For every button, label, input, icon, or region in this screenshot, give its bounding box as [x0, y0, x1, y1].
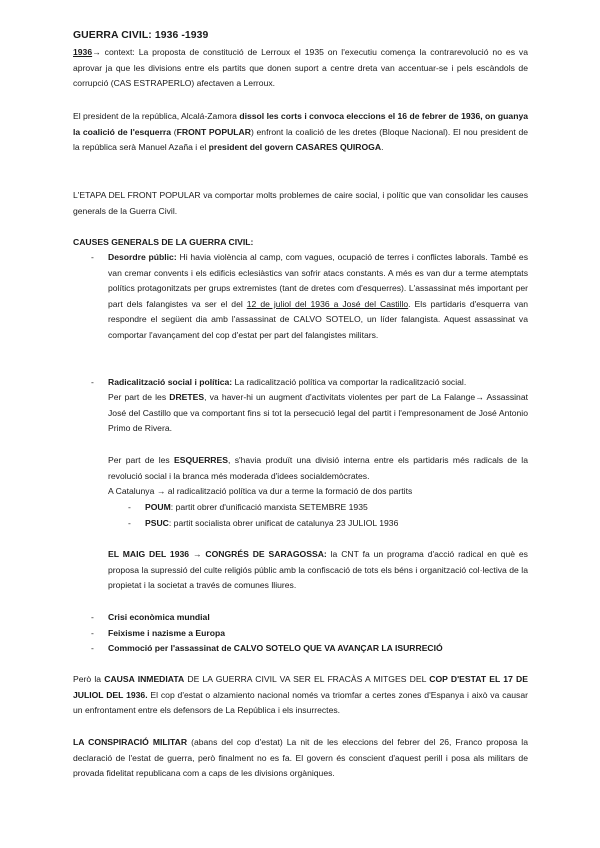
text-run: ( — [171, 126, 177, 137]
sub-list-bullet: - — [128, 518, 131, 528]
party-name: PSUC — [145, 518, 169, 528]
text-run: Hi havia violència al camp, com vagues, ocupació de terres i conflictes laborals. També es van cremar convents i els edificis eclesiàstics van sofrir atacs constants. A més es van dur a terme atemptats polítics protagonitzats per grups extremistes (tant de dretes com d'esquerres). L'assassinat més important per part dels falangistes va ser el del — [108, 252, 528, 309]
context-text: La proposta de constitució de Lerroux el 1935 on l'executiu comença la contrarevolució no es va aprovar ja que les divisions entre els partits que donen suport a centre dreta van accentuar-se i pels escàndols de corrupció (CAS ESTRAPERLO) afectaven a Lerroux. — [73, 47, 528, 89]
text-run: . — [381, 142, 384, 153]
sub-list-bullet: - — [128, 502, 131, 512]
cause-desordre-public — [108, 250, 528, 344]
bold-run: DRETES — [169, 392, 205, 402]
list-bullet: - — [91, 252, 94, 262]
dretes-paragraph — [108, 390, 528, 437]
party-name: POUM — [145, 502, 171, 512]
bold-run: COP D'ESTAT EL 17 DE JULIOL DEL 1936. — [73, 674, 528, 700]
context-year: 1936 — [73, 47, 93, 57]
bold-run: president del govern CASARES QUIROGA — [208, 142, 382, 153]
bold-run: dissol les corts i convoca eleccions el 16 de febrer de 1936, on guanya la coalició de l'esquerra — [73, 111, 529, 137]
causes-heading: CAUSES GENERALS DE LA GUERRA CIVIL: — [73, 237, 254, 247]
text-run: La radicalització política va comportar la radicalització social. — [232, 377, 467, 387]
underlined-run: 12 de juliol del 1936 a José del Castillo — [246, 298, 409, 309]
list-bullet: - — [91, 628, 94, 638]
bold-run: EL MAIG DEL 1936 → CONGRÉS DE SARAGOSSA: — [108, 549, 327, 559]
text-run: El cop d'estat o alzamiento nacional només va triomfar a certes zones d'Espanya i això va causar un enfrontament entre els defensors de La República i els insurrectes. — [73, 689, 528, 716]
bold-run: ESQUERRES — [174, 455, 228, 465]
page-title: GUERRA CIVIL: 1936 -1939 — [73, 30, 209, 41]
bold-run: FRONT POPULAR — [176, 126, 251, 137]
catalunya-line: A Catalunya → al radicalització política va dur a terme la formació de dos partits — [108, 486, 413, 496]
text-run: (abans del cop d'estat) La nit de les eleccions del febrer del 26, Franco proposa la declaració de l'estat de guerra, però finalment no es fa. El govern és conscient d'aquest perill i posa als militars de provada fidelitat republicana com a caps de les divisions orgàniques. — [73, 737, 528, 779]
party-poum — [145, 500, 368, 516]
bold-run: CAUSA INMEDIATA — [104, 674, 185, 684]
party-desc: : partit obrer d'unificació marxista SETEMBRE 1935 — [170, 502, 368, 512]
list-bullet: - — [91, 612, 94, 622]
text-run: El president de la república, Alcalá-Zamora — [73, 111, 240, 121]
cause-feixisme: Feixisme i nazisme a Europa — [108, 628, 226, 638]
text-run: ) enfront la coalició de les dretes (Bloque Nacional). El nou president de la república serà Manuel Azaña i el — [73, 126, 529, 153]
text-run: Per part de les — [108, 392, 170, 402]
cause-label: Radicalització social i política: — [108, 377, 233, 387]
text-run: . Els partidaris d'esquerra van respondre el següent dia amb l'assassinat de CALVO SOTELO, un líder falangista. Aquest assassinat va comportar l'avançament del cop d'estat per part del falangistes militars. — [108, 298, 528, 340]
list-bullet: - — [91, 377, 94, 387]
bold-run: LA CONSPIRACIÓ MILITAR — [73, 737, 188, 747]
text-run: Però la — [73, 674, 105, 684]
maig-1936-paragraph — [108, 547, 528, 594]
cause-label: Desordre públic: — [108, 252, 177, 262]
cause-radicalitzacio — [108, 375, 528, 391]
party-desc: : partit socialista obrer unificat de catalunya 23 JULIOL 1936 — [168, 518, 399, 528]
context-label: → context: — [92, 47, 135, 57]
causa-immediata-paragraph — [73, 672, 528, 719]
esquerres-paragraph — [108, 453, 528, 484]
text-run: DE LA GUERRA CIVIL VA SER EL FRACÀS A MITGES DEL — [184, 674, 430, 684]
text-run: , s'havia produït una divisió interna entre els partidaris més radicals de la revolució social i la branca més moderada d'idees socialdemòcrates. — [108, 455, 528, 481]
list-bullet: - — [91, 643, 94, 653]
text-run: la CNT fa un programa d'acció radical en què es proposa la supressió del culte religiós públic amb la confiscació de tots els béns i organització col·lectiva de la propietat i la societat a través de comunes lliures. — [108, 549, 528, 591]
front-popular-paragraph: L'ETAPA DEL FRONT POPULAR va comportar molts problemes de caire social, i polític que van consolidar les causes generals de la Guerra Civil. — [73, 190, 528, 216]
conspiracio-paragraph — [73, 735, 528, 782]
text-run: Per part de les — [108, 455, 175, 465]
party-psuc — [145, 516, 398, 532]
cause-calvo-sotelo: Commoció per l'assassinat de CALVO SOTELO QUE VA AVANÇAR LA ISURRECIÓ — [108, 643, 443, 653]
context-paragraph — [73, 45, 528, 92]
cause-crisi: Crisi econòmica mundial — [108, 612, 210, 622]
text-run: , va haver-hi un augment d'activitats violentes per part de La Falange→ Assassinat José del Castillo que va comportant fins si tot la persecució legal del partit i l'empresonament de José Antonio Primo de Rivera. — [108, 392, 529, 434]
president-paragraph — [73, 109, 528, 156]
